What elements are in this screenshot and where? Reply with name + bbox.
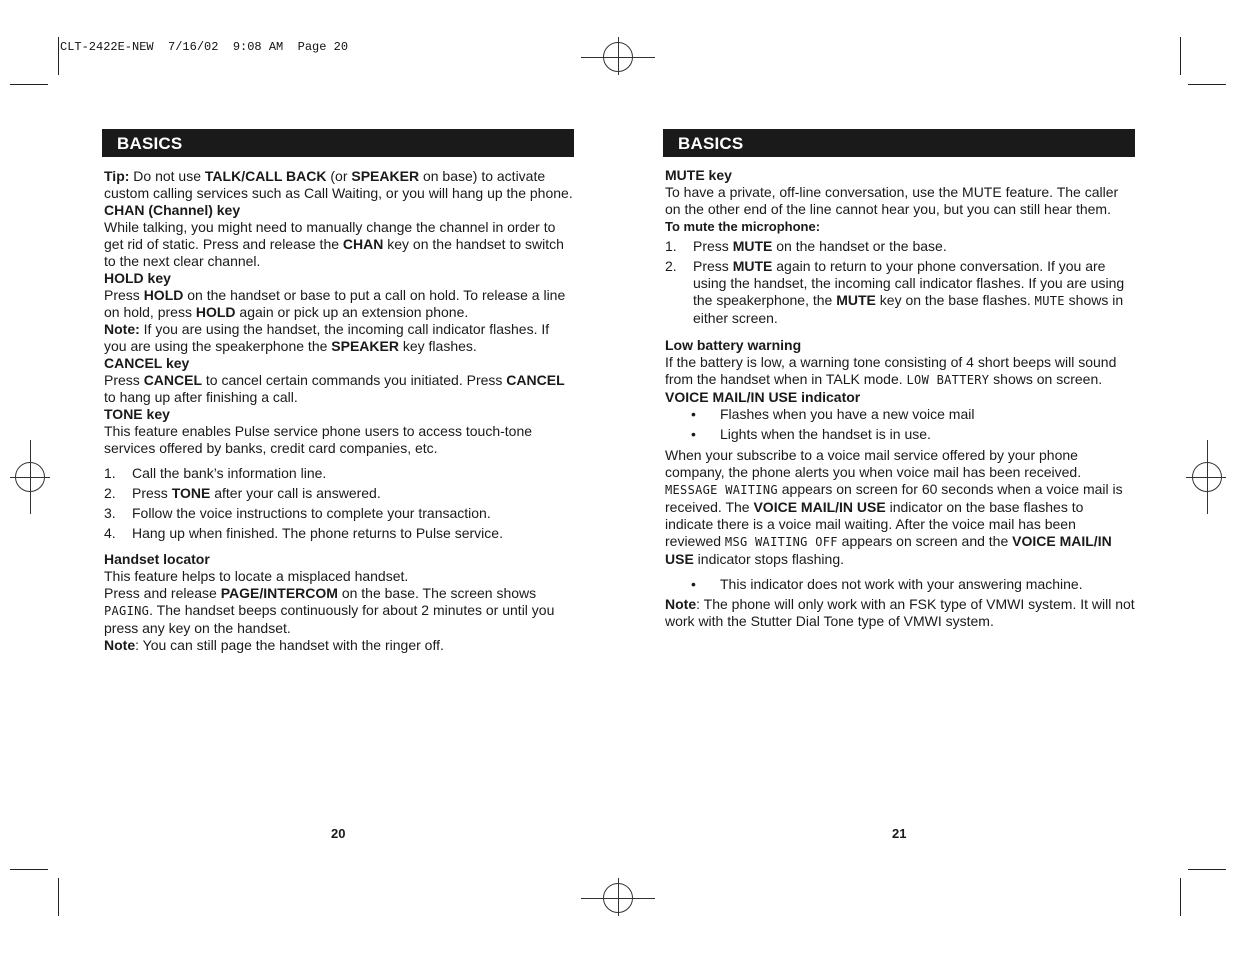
- list-item: 3. Follow the voice instructions to complete your transaction.: [104, 505, 491, 521]
- registration-line: [618, 37, 619, 75]
- chan-heading: CHAN (Channel) key: [104, 202, 241, 218]
- left-page: [102, 129, 574, 654]
- battery-heading: Low battery warning: [665, 337, 802, 353]
- locator-text: This feature helps to locate a misplaced handset.: [104, 568, 409, 584]
- battery-text: If the battery is low, a warning tone consisting of 4 short beeps will sound from the handset when in TALK mode. LOW BATTERY shows on screen.: [665, 354, 1117, 387]
- section-header: BASICS: [663, 129, 1135, 157]
- crop-mark: [1188, 869, 1226, 870]
- lcd-text: LOW BATTERY: [906, 373, 990, 387]
- crop-mark: [10, 869, 48, 870]
- cancel-heading: CANCEL key: [104, 355, 190, 371]
- right-page-content: [663, 167, 1135, 630]
- paging-text: Press and release PAGE/INTERCOM on the base. The screen shows PAGING. The handset beeps continuously for about 2 minutes or until you press any key on the handset.: [104, 585, 555, 636]
- print-slug: CLT-2422E-NEW 7/16/02 9:08 AM Page 20: [60, 40, 349, 54]
- lcd-text: MSG WAITING OFF: [724, 535, 838, 549]
- left-page-content: [102, 168, 574, 654]
- tip-paragraph: Tip: Do not use TALK/CALL BACK (or SPEAKER on base) to activate custom calling services such as Call Waiting, or you will hang up the phone.: [104, 168, 573, 201]
- lcd-text: PAGING: [104, 604, 150, 618]
- lcd-text: MUTE: [1034, 294, 1065, 308]
- section-header: BASICS: [102, 129, 574, 157]
- crop-mark: [10, 84, 48, 85]
- crop-mark: [1180, 878, 1181, 916]
- list-item: • This indicator does not work with your answering machine.: [665, 576, 1135, 593]
- vm-bullets-2: [665, 576, 1135, 593]
- tip-label: Tip:: [104, 168, 130, 184]
- hold-heading: HOLD key: [104, 270, 171, 286]
- tone-steps: [104, 465, 574, 542]
- crop-mark: [1180, 37, 1181, 75]
- list-item: 4. Hang up when finished. The phone returns to Pulse service.: [104, 525, 503, 541]
- registration-line: [1207, 440, 1208, 514]
- list-item: 1. Call the bank’s information line.: [104, 465, 327, 481]
- registration-line: [1186, 477, 1226, 478]
- registration-line: [30, 440, 31, 514]
- list-item: 2. Press MUTE again to return to your phone conversation. If you are using the handset, the incoming call indicator flashes. If you are using the speakerphone, the MUTE key on the base flashes. MUTE shows in either screen.: [665, 258, 1125, 326]
- list-item: • Lights when the handset is in use.: [665, 426, 1135, 443]
- crop-mark: [58, 37, 59, 75]
- chan-text: While talking, you might need to manually change the channel in order to get rid of static. Press and release the CHAN key on the handset to switch to the next clear channel.: [104, 219, 564, 269]
- registration-line: [618, 878, 619, 916]
- list-item: • Flashes when you have a new voice mail: [665, 406, 1135, 423]
- crop-mark: [1188, 84, 1226, 85]
- tone-heading: TONE key: [104, 406, 170, 422]
- page-number: 21: [892, 826, 907, 841]
- mute-heading: MUTE key: [665, 167, 732, 183]
- vm-note: Note: The phone will only work with an FSK type of VMWI system. It will not work with the Stutter Dial Tone type of VMWI system.: [665, 596, 1135, 629]
- right-page: [663, 129, 1135, 630]
- vm-heading: VOICE MAIL/IN USE indicator: [665, 389, 861, 405]
- hold-text: Press HOLD on the handset or base to put a call on hold. To release a line on hold, press HOLD again or pick up an extension phone.: [104, 287, 566, 320]
- lcd-text: MESSAGE WAITING: [665, 483, 778, 497]
- vm-bullets: [665, 406, 1135, 443]
- crop-mark: [58, 878, 59, 916]
- page-number: 20: [331, 826, 346, 841]
- locator-heading: Handset locator: [104, 551, 210, 567]
- mute-text: To have a private, off-line conversation, use the MUTE feature. The caller on the other end of the line cannot hear you, but you can still hear them.: [665, 184, 1119, 217]
- mute-subheading: To mute the microphone:: [665, 219, 821, 234]
- list-item: 1. Press MUTE on the handset or the base.: [665, 238, 947, 254]
- hold-note: Note: If you are using the handset, the incoming call indicator flashes. If you are using the speakerphone the SPEAKER key flashes.: [104, 321, 550, 354]
- vm-body: When your subscribe to a voice mail service offered by your phone company, the phone alerts you when voice mail has been received. MESSAGE WAITING appears on screen for 60 seconds when a voice mail is received. The VOICE MAIL/IN USE indicator on the base flashes to indicate there is a voice mail waiting. After the voice mail has been reviewed MSG WAITING OFF appears on screen and the VOICE MAIL/IN USE indicator stops flashing.: [665, 447, 1123, 567]
- cancel-text: Press CANCEL to cancel certain commands you initiated. Press CANCEL to hang up after finishing a call.: [104, 372, 565, 405]
- tone-text: This feature enables Pulse service phone users to access touch-tone services offered by banks, credit card companies, etc.: [104, 423, 533, 456]
- mute-steps: [665, 238, 1135, 327]
- list-item: 2. Press TONE after your call is answered.: [104, 485, 381, 501]
- page-note: Note: You can still page the handset with the ringer off.: [104, 637, 444, 653]
